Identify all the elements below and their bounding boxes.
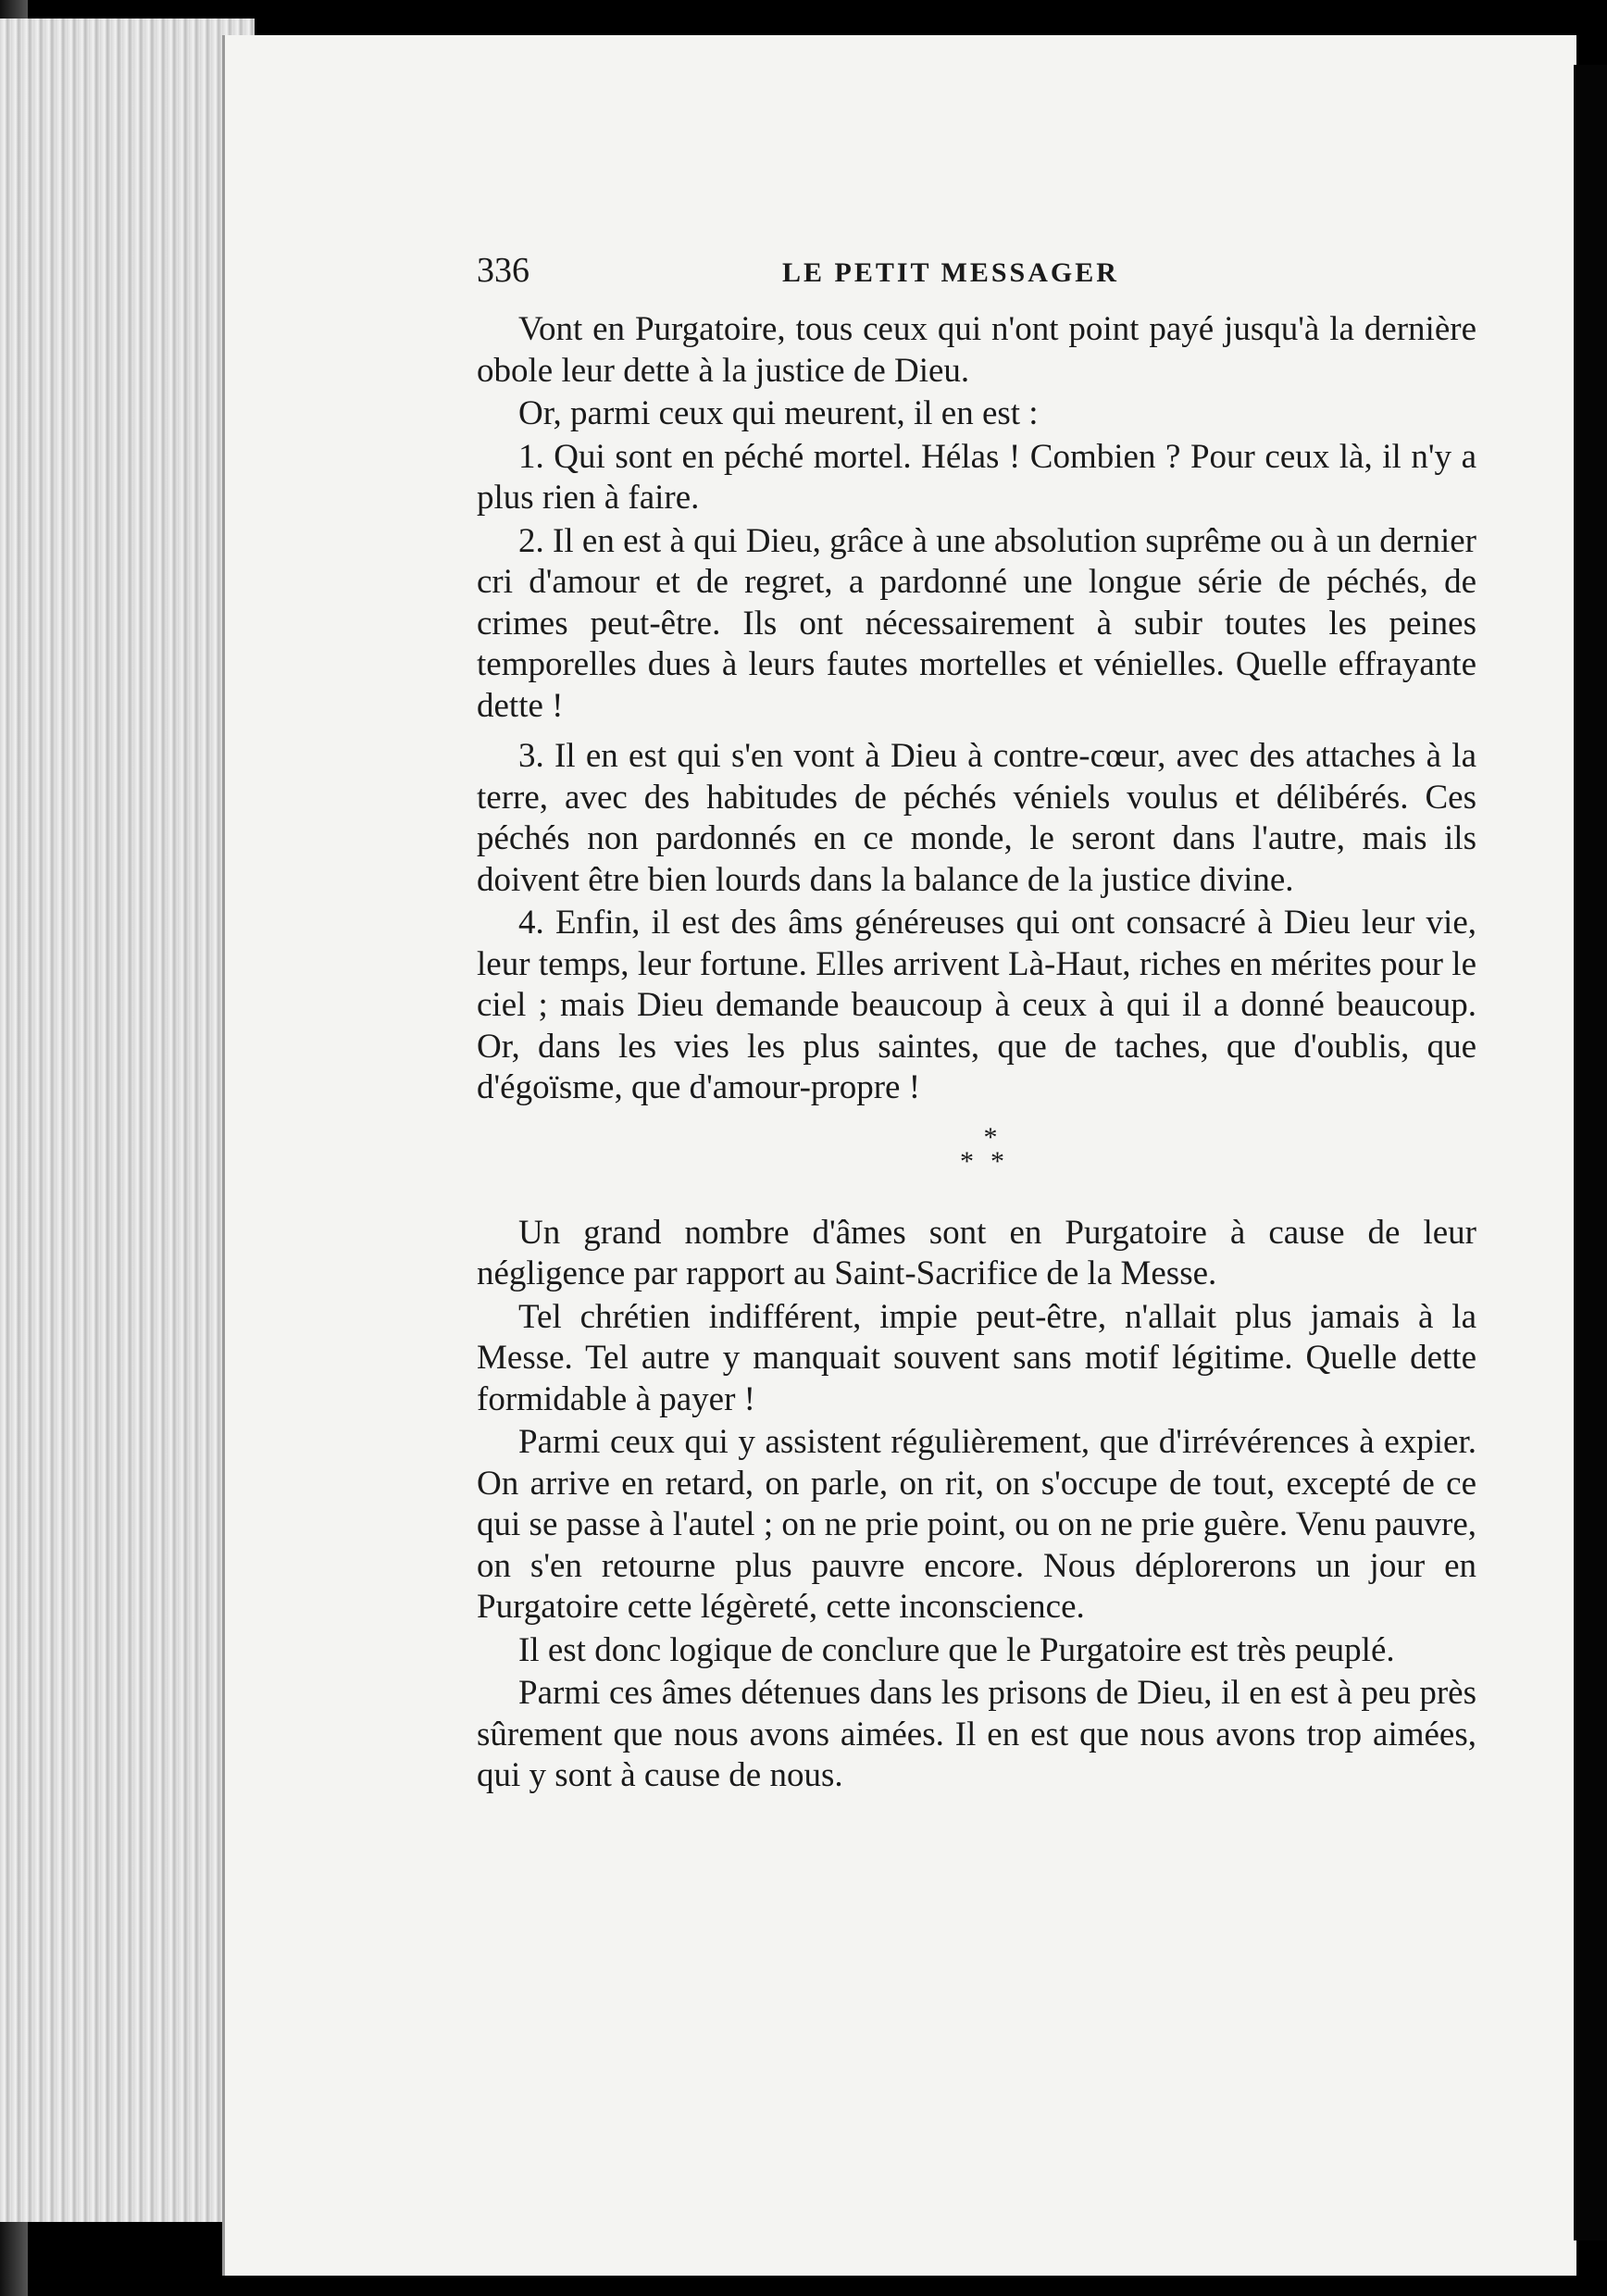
page-edges <box>0 19 255 2222</box>
list-item: 1. Qui sont en péché mortel. Hélas ! Combien ? Pour ceux là, il n'y a plus rien à faire. <box>477 437 1476 517</box>
paragraph: Parmi ces âmes détenues dans les prisons de Dieu, il en est à peu près sûrement que nous avons aimées. Il en est que nous avons trop aimées, qui y sont à cause de nous. <box>477 1674 1476 1794</box>
paragraph: Un grand nombre d'âmes sont en Purgatoire à cause de leur négligence par rapport au Saint-Sacrifice de la Messe. <box>477 1213 1476 1292</box>
list-item: 2. Il en est à qui Dieu, grâce à une absolution suprême ou à un dernier cri d'amour et de regret, a pardonné une longue série de péchés, de crimes peut-être. Ils ont nécessairement à subir toutes les peines temporelles dues à leurs fautes mortelles et vénielles. Quelle effrayante dette ! <box>477 521 1476 725</box>
paragraph: Parmi ceux qui y assistent régulièrement, que d'irrévérences à expier. On arrive en retard, on parle, on rit, on s'occupe de tout, excepté de ce qui se passe à l'autel ; on ne prie point, ou on ne prie guère. Venu pauvre, on s'en retourne plus pauvre encore. Nous déplorerons un jour en Purgatoire cette légèreté, cette inconscience. <box>477 1423 1476 1626</box>
paragraph: Il est donc logique de conclure que le Purgatoire est très peuplé. <box>518 1630 1395 1669</box>
section-separator <box>477 1121 1476 1177</box>
paragraph: Vont en Purgatoire, tous ceux qui n'ont point payé jusqu'à la dernière obole leur dette à la justice de Dieu. <box>477 310 1476 390</box>
page-number: 336 <box>477 251 529 290</box>
paragraph: Tel chrétien indifférent, impie peut-être, n'allait plus jamais à la Messe. Tel autre y manquait souvent sans motif légitime. Quelle dette formidable à payer ! <box>477 1297 1476 1418</box>
separator-top: * <box>983 1121 998 1153</box>
list-item: 3. Il en est qui s'en vont à Dieu à contre-cœur, avec des attaches à la terre, avec des habitudes de péchés véniels voulus et délibérés. Ces péchés non pardonnés en ce monde, le seront dans l'autre, mais ils doivent être bien lourds dans la balance de la justice divine. <box>477 737 1476 899</box>
separator-bottom: ** <box>960 1145 1021 1177</box>
journal-title: LE PETIT MESSAGER <box>782 257 1119 288</box>
paragraph: Or, parmi ceux qui meurent, il en est : <box>518 394 1039 432</box>
list-item: 4. Enfin, il est des âms généreuses qui ont consacré à Dieu leur vie, leur temps, leur fortune. Elles arrivent Là-Haut, riches en mérites pour le ciel ; mais Dieu demande beaucoup à ceux à qui il a donné beaucoup. Or, dans les vies les plus saintes, que de taches, que d'oublis, que d'égoïsme, que d'amour-propre ! <box>477 904 1476 1106</box>
page-content <box>477 250 1476 1799</box>
facing-page-edge <box>1574 65 1607 2240</box>
running-head <box>477 250 1476 302</box>
